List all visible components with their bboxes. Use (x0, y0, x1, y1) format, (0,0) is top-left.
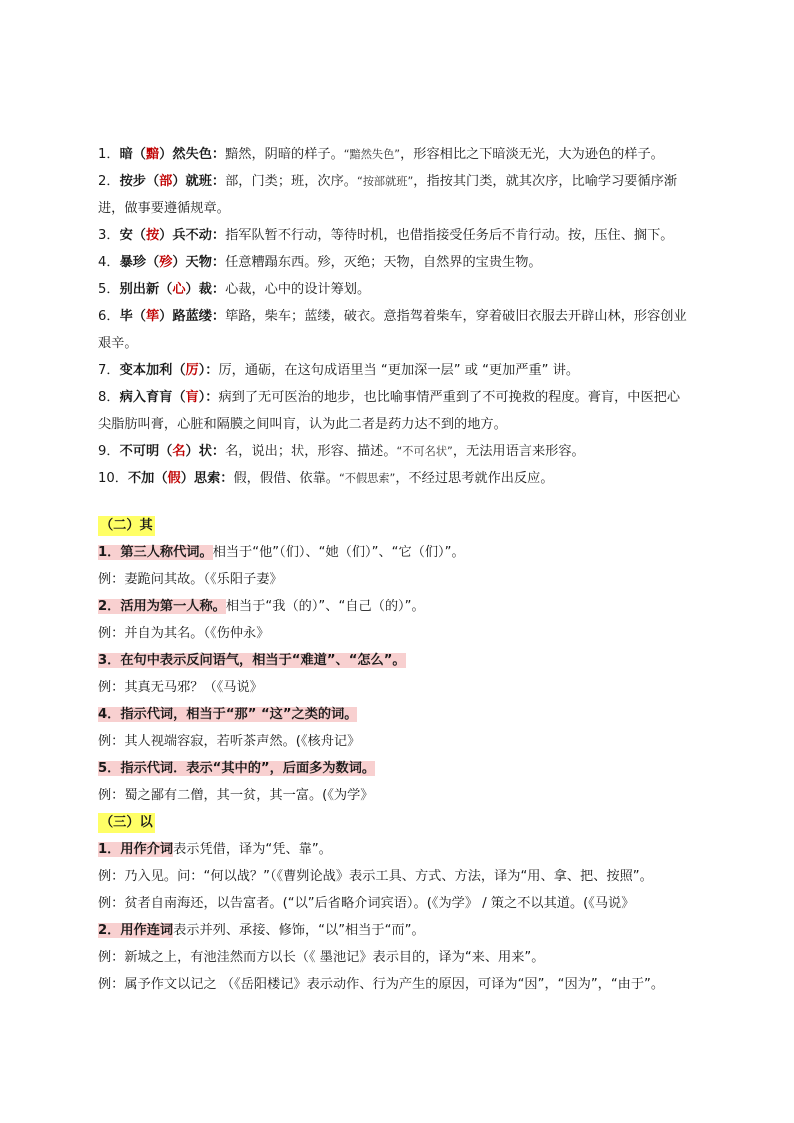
idiom-explanation-continued: 艰辛。 (98, 336, 138, 351)
item-number: 2． (98, 174, 120, 189)
idiom-text: 不加（ (127, 471, 168, 486)
idiom-explanation-continued: 进，做事要遵循规章。 (98, 201, 230, 216)
usage-example: 例：乃入见。问：“何以战？”（《曹刿论战》表示工具、方式、方法，译为“用、拿、把、按照”。 (98, 869, 653, 884)
corrected-character: 殄 (159, 255, 173, 270)
usage-highlight (98, 599, 226, 614)
item-number: 7． (98, 363, 120, 378)
usage-heading (98, 539, 726, 566)
usage-heading (98, 701, 726, 728)
idiom-explanation: 假，假借、依靠。 (233, 471, 339, 486)
idiom-quote: “按部就班” (356, 175, 414, 188)
idiom-explanation-rest: ，无法用语言来形容。 (452, 444, 585, 459)
idiom-quote: “黯然失色” (343, 148, 401, 161)
idiom-text: 暗（ (119, 147, 146, 162)
idiom-text: 别出新（ (119, 282, 173, 297)
usage-example: 例：属予作文以记之 （《岳阳楼记》表示动作、行为产生的原因，可译为“因”，“因为”，“由于”。 (98, 977, 665, 992)
idiom-quote: “不假思索” (338, 472, 396, 485)
section-yi (98, 809, 726, 998)
idiom-explanation-continued: 尖脂肪叫膏，心脏和隔膜之间叫肓，认为此二者是药力达不到的地方。 (98, 417, 507, 432)
usage-example: 例：其人视端容寂，若听茶声然。(《核舟记》 (98, 734, 361, 749)
idiom-explanation: 部，门类；班，次序。 (225, 174, 357, 189)
section-qi (98, 512, 726, 809)
idiom-explanation: 厉，通砺，在这句成语里当 “更加深一层” 或 “更加严重” 讲。 (218, 363, 580, 378)
usage-number: 1． (98, 545, 121, 560)
document-body (98, 141, 726, 998)
item-number: 4． (98, 255, 120, 270)
idiom-text: 按步（ (119, 174, 160, 189)
idiom-explanation: 筚路，柴车；蓝缕，破衣。意指驾着柴车，穿着破旧衣服去开辟山林，形容创业 (225, 309, 687, 324)
usage-highlight (98, 653, 406, 668)
idiom-text: 暴珍（ (119, 255, 160, 270)
corrected-character: 厉 (185, 363, 199, 378)
item-number: 9． (98, 444, 120, 459)
usage-title: 指示代词．表示“其中的”，后面多为数词。 (120, 761, 376, 776)
usage-title: 第三人称代词。 (120, 545, 213, 560)
usage-highlight (98, 545, 213, 560)
usage-description: 相当于“我（的）”、“自己（的）”。 (225, 599, 425, 614)
usage-example: 例：新城之上，有池洼然而方以长（《 墨池记》表示目的，译为“来、用来”。 (98, 950, 545, 965)
usage-title: 活用为第一人称。 (120, 599, 226, 614)
usage-number: 2． (98, 599, 121, 614)
idiom-explanation-rest: ，不经过思考就作出反应。 (395, 471, 554, 486)
usage-number: 4． (98, 707, 121, 722)
usage-description: 表示凭借，译为“凭、靠”。 (173, 842, 332, 857)
usage-example: 例：其真无马邪？（《马说》 (98, 680, 263, 695)
usage-description: 相当于“他”（们）、“她（们）”、“它（们）”。 (212, 545, 465, 560)
idiom-text: ）兵不动： (159, 228, 226, 243)
idiom-item (98, 249, 726, 276)
usage-title: 用作连词 (120, 923, 174, 938)
idiom-text: 不可明（ (119, 444, 173, 459)
usage-number: 5． (98, 761, 121, 776)
idiom-text: ）路蓝缕： (159, 309, 226, 324)
idiom-text: ）思索： (180, 471, 234, 486)
section-yi-items (98, 836, 726, 998)
corrected-character: 黯 (145, 147, 160, 162)
idiom-text: ）： (198, 390, 219, 405)
item-number: 8． (98, 390, 120, 405)
idiom-item (98, 384, 726, 411)
spacer (98, 492, 726, 512)
section-title-qi: （二）其 (98, 516, 155, 536)
item-number: 6． (98, 309, 120, 324)
usage-highlight (98, 923, 173, 938)
usage-heading (98, 647, 726, 674)
idiom-item (98, 168, 726, 195)
idiom-explanation: 任意糟蹋东西。殄，灭绝；天物，自然界的宝贵生物。 (225, 255, 542, 270)
idiom-text: 病入育肓（ (119, 390, 186, 405)
idiom-item (98, 276, 726, 303)
usage-example: 例：蜀之鄙有二僧，其一贫，其一富。(《为学》 (98, 788, 374, 803)
idiom-text: ）状： (185, 444, 226, 459)
corrected-character: 假 (167, 471, 181, 486)
usage-highlight (98, 761, 375, 776)
idiom-item (98, 141, 726, 168)
usage-heading (98, 593, 726, 620)
corrected-character: 心 (172, 282, 186, 297)
usage-title: 用作介词 (120, 842, 174, 857)
usage-description: 表示并列、承接、修饰，“以”相当于“而”。 (173, 923, 425, 938)
idiom-explanation-rest: ，指按其门类，就其次序，比喻学习要循序渐 (413, 174, 678, 189)
usage-highlight (98, 707, 357, 722)
idiom-text: ）天物： (172, 255, 226, 270)
usage-highlight (98, 842, 173, 857)
item-number: 5． (98, 282, 120, 297)
usage-number: 1． (98, 842, 121, 857)
idiom-item (98, 222, 726, 249)
idiom-text: 安（ (119, 228, 146, 243)
idiom-text: 毕（ (119, 309, 146, 324)
idiom-explanation-rest: ，形容相比之下暗淡无光，大为逊色的样子。 (400, 147, 664, 162)
idiom-quote: “不可名状” (396, 445, 453, 458)
corrected-character: 名 (172, 444, 186, 459)
usage-title: 在句中表示反问语气，相当于“难道”、“怎么”。 (120, 653, 406, 668)
usage-example: 例：妻跪问其故。（《乐阳子妻》 (98, 572, 283, 587)
idiom-item (98, 303, 726, 330)
item-number: 10． (98, 471, 128, 486)
item-number: 1． (98, 147, 120, 162)
idiom-explanation: 黯然，阴暗的样子。 (225, 147, 344, 162)
idiom-text: ）然失色： (159, 147, 226, 162)
usage-example: 例：并自为其名。（《伤仲永》 (98, 626, 270, 641)
idiom-item (98, 438, 726, 465)
section-qi-items (98, 539, 726, 809)
idiom-text: ）裁： (185, 282, 226, 297)
idiom-explanation: 病到了无可医治的地步，也比喻事情严重到了不可挽救的程度。膏肓，中医把心 (218, 390, 681, 405)
idiom-item (98, 357, 726, 384)
idiom-explanation: 指军队暂不行动，等待时机，也借指接受任务后不肯行动。按，压住、搁下。 (225, 228, 674, 243)
idiom-correction-list (98, 141, 726, 492)
idiom-text: ）： (198, 363, 219, 378)
corrected-character: 筚 (145, 309, 160, 324)
usage-heading (98, 755, 726, 782)
corrected-character: 部 (159, 174, 173, 189)
usage-heading (98, 917, 726, 944)
section-title-yi: （三）以 (98, 813, 155, 833)
idiom-text: 变本加利（ (119, 363, 186, 378)
idiom-explanation: 名，说出；状，形容、描述。 (225, 444, 397, 459)
usage-example: 例：贫者自南海还，以告富者。(“以”后省略介词宾语）。(《为学》 / 策之不以其道。(《马说》 (98, 896, 635, 911)
idiom-item (98, 465, 726, 492)
usage-heading (98, 836, 726, 863)
idiom-text: ）就班： (172, 174, 226, 189)
corrected-character: 肓 (185, 390, 199, 405)
corrected-character: 按 (145, 228, 160, 243)
usage-number: 2． (98, 923, 121, 938)
usage-number: 3． (98, 653, 121, 668)
item-number: 3． (98, 228, 120, 243)
usage-title: 指示代词，相当于“那” “这”之类的词。 (120, 707, 358, 722)
idiom-explanation: 心裁，心中的设计筹划。 (225, 282, 371, 297)
